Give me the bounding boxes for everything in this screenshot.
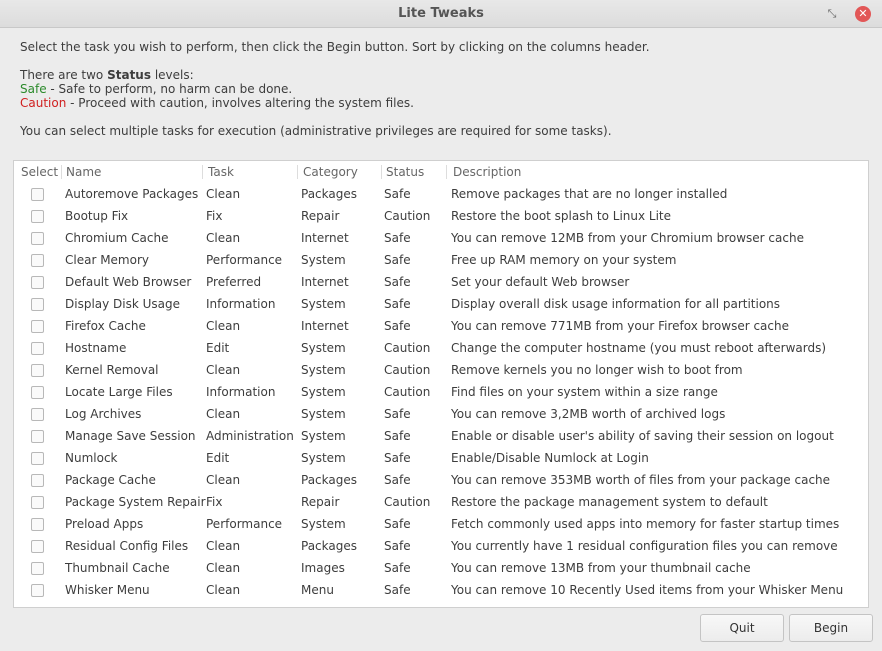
cell-category: Packages <box>301 473 357 487</box>
cell-status: Safe <box>384 407 411 421</box>
cell-status: Safe <box>384 319 411 333</box>
cell-task: Information <box>206 385 276 399</box>
cell-category: Internet <box>301 275 349 289</box>
cell-status: Safe <box>384 187 411 201</box>
safe-description: - Safe to perform, no harm can be done. <box>46 82 293 96</box>
cell-task: Clean <box>206 363 241 377</box>
cell-description: You can remove 13MB from your thumbnail cache <box>451 561 751 575</box>
cell-description: Restore the boot splash to Linux Lite <box>451 209 672 223</box>
task-table <box>13 160 869 608</box>
cell-description: Enable or disable user's ability of saving their session on logout <box>451 429 834 443</box>
cell-description: You can remove 771MB from your Firefox browser cache <box>451 319 789 333</box>
cell-task: Clean <box>206 561 241 575</box>
column-separator <box>297 165 298 179</box>
cell-category: System <box>301 451 346 465</box>
cell-description: You can remove 353MB worth of files from your package cache <box>451 473 831 487</box>
status-suffix: levels: <box>151 68 194 82</box>
cell-category: System <box>301 363 346 377</box>
cell-status: Safe <box>384 451 411 465</box>
cell-status: Safe <box>384 561 411 575</box>
cell-description: Free up RAM memory on your system <box>451 253 677 267</box>
cell-description: Set your default Web browser <box>451 275 630 289</box>
cell-description: You can remove 3,2MB worth of archived logs <box>451 407 726 421</box>
cell-description: You can remove 12MB from your Chromium browser cache <box>451 231 804 245</box>
cell-description: You currently have 1 residual configuration files you can remove <box>451 539 838 553</box>
select-checkbox[interactable] <box>31 386 44 399</box>
cell-category: Menu <box>301 583 334 597</box>
column-separator <box>61 165 62 179</box>
select-checkbox[interactable] <box>31 254 44 267</box>
cell-category: Internet <box>301 319 349 333</box>
select-checkbox[interactable] <box>31 584 44 597</box>
cell-status: Caution <box>384 209 431 223</box>
cell-status: Caution <box>384 385 431 399</box>
cell-name: Package Cache <box>65 473 156 487</box>
cell-status: Safe <box>384 429 411 443</box>
table-row[interactable] <box>14 315 868 337</box>
cell-description: Enable/Disable Numlock at Login <box>451 451 649 465</box>
caution-description: - Proceed with caution, involves altering the system files. <box>66 96 414 110</box>
column-separator <box>446 165 447 179</box>
cell-category: System <box>301 253 346 267</box>
begin-button[interactable]: Begin <box>789 614 873 642</box>
cell-description: Remove packages that are no longer installed <box>451 187 728 201</box>
cell-status: Safe <box>384 583 411 597</box>
cell-task: Preferred <box>206 275 262 289</box>
select-checkbox[interactable] <box>31 496 44 509</box>
cell-task: Clean <box>206 407 241 421</box>
cell-category: System <box>301 385 346 399</box>
cell-category: Repair <box>301 209 340 223</box>
column-header-select[interactable]: Select <box>21 165 59 179</box>
cell-status: Safe <box>384 231 411 245</box>
cell-name: Manage Save Session <box>65 429 196 443</box>
cell-category: Packages <box>301 539 357 553</box>
status-levels-line <box>20 68 194 82</box>
cell-status: Caution <box>384 495 431 509</box>
select-checkbox[interactable] <box>31 452 44 465</box>
select-checkbox[interactable] <box>31 540 44 553</box>
cell-status: Caution <box>384 363 431 377</box>
select-checkbox[interactable] <box>31 210 44 223</box>
cell-task: Clean <box>206 539 241 553</box>
select-checkbox[interactable] <box>31 188 44 201</box>
cell-task: Edit <box>206 451 230 465</box>
select-checkbox[interactable] <box>31 364 44 377</box>
cell-task: Clean <box>206 473 241 487</box>
caution-label: Caution <box>20 96 67 110</box>
cell-task: Administration <box>206 429 294 443</box>
cell-category: System <box>301 407 346 421</box>
cell-task: Clean <box>206 187 241 201</box>
table-row[interactable] <box>14 579 868 601</box>
cell-name: Residual Config Files <box>65 539 189 553</box>
column-header-task[interactable]: Task <box>208 165 234 179</box>
table-row[interactable] <box>14 293 868 315</box>
cell-status: Safe <box>384 473 411 487</box>
cell-description: Display overall disk usage information for all partitions <box>451 297 781 311</box>
cell-task: Performance <box>206 253 283 267</box>
table-row[interactable] <box>14 271 868 293</box>
select-checkbox[interactable] <box>31 474 44 487</box>
table-row[interactable] <box>14 381 868 403</box>
cell-task: Fix <box>206 209 223 223</box>
quit-button[interactable]: Quit <box>700 614 784 642</box>
column-header-category[interactable]: Category <box>303 165 358 179</box>
cell-description: Find files on your system within a size range <box>451 385 718 399</box>
select-checkbox[interactable] <box>31 518 44 531</box>
cell-task: Edit <box>206 341 230 355</box>
cell-category: System <box>301 297 346 311</box>
cell-task: Clean <box>206 583 241 597</box>
table-row[interactable] <box>14 425 868 447</box>
cell-status: Safe <box>384 253 411 267</box>
table-row[interactable] <box>14 249 868 271</box>
select-checkbox[interactable] <box>31 276 44 289</box>
cell-name: Log Archives <box>65 407 142 421</box>
cell-task: Clean <box>206 319 241 333</box>
cell-name: Locate Large Files <box>65 385 173 399</box>
table-row[interactable] <box>14 447 868 469</box>
cell-name: Autoremove Packages <box>65 187 199 201</box>
column-separator <box>202 165 203 179</box>
cell-name: Clear Memory <box>65 253 149 267</box>
table-row[interactable] <box>14 535 868 557</box>
table-row[interactable] <box>14 337 868 359</box>
select-checkbox[interactable] <box>31 320 44 333</box>
cell-category: System <box>301 517 346 531</box>
cell-category: System <box>301 341 346 355</box>
cell-name: Package System Repair <box>65 495 206 509</box>
column-header-description[interactable]: Description <box>453 165 522 179</box>
cell-category: Internet <box>301 231 349 245</box>
cell-description: Change the computer hostname (you must reboot afterwards) <box>451 341 827 355</box>
cell-description: Fetch commonly used apps into memory for faster startup times <box>451 517 840 531</box>
cell-category: Images <box>301 561 345 575</box>
multi-select-note: You can select multiple tasks for execution (administrative privileges are required for some tasks). <box>20 124 612 138</box>
cell-name: Display Disk Usage <box>65 297 181 311</box>
cell-name: Bootup Fix <box>65 209 129 223</box>
table-row[interactable] <box>14 557 868 579</box>
cell-status: Safe <box>384 517 411 531</box>
safe-line <box>20 82 292 96</box>
cell-name: Preload Apps <box>65 517 144 531</box>
cell-name: Chromium Cache <box>65 231 169 245</box>
select-checkbox[interactable] <box>31 430 44 443</box>
cell-description: Remove kernels you no longer wish to boot from <box>451 363 743 377</box>
cell-name: Numlock <box>65 451 118 465</box>
cell-category: System <box>301 429 346 443</box>
window-title: Lite Tweaks <box>398 6 484 21</box>
cell-status: Safe <box>384 275 411 289</box>
column-header-status[interactable]: Status <box>386 165 425 179</box>
cell-name: Whisker Menu <box>65 583 150 597</box>
cell-task: Performance <box>206 517 283 531</box>
cell-description: Restore the package management system to default <box>451 495 768 509</box>
cell-task: Clean <box>206 231 241 245</box>
cell-name: Kernel Removal <box>65 363 159 377</box>
cell-category: Packages <box>301 187 357 201</box>
table-header <box>14 161 868 183</box>
title-bar <box>0 0 882 28</box>
table-row[interactable] <box>14 513 868 535</box>
status-bold: Status <box>107 68 151 82</box>
table-row[interactable] <box>14 469 868 491</box>
cell-task: Fix <box>206 495 223 509</box>
table-row[interactable] <box>14 491 868 513</box>
maximize-icon[interactable]: ⤡ <box>827 7 837 20</box>
select-checkbox[interactable] <box>31 342 44 355</box>
cell-status: Safe <box>384 539 411 553</box>
cell-description: You can remove 10 Recently Used items from your Whisker Menu <box>451 583 844 597</box>
select-checkbox[interactable] <box>31 298 44 311</box>
status-prefix: There are two <box>20 68 108 82</box>
cell-name: Hostname <box>65 341 127 355</box>
table-row[interactable] <box>14 227 868 249</box>
caution-line <box>20 96 414 110</box>
cell-task: Information <box>206 297 276 311</box>
select-checkbox[interactable] <box>31 562 44 575</box>
select-checkbox[interactable] <box>31 408 44 421</box>
close-icon[interactable]: ✕ <box>855 6 871 22</box>
instructions-line: Select the task you wish to perform, then click the Begin button. Sort by clicking on the columns header. <box>20 40 650 54</box>
column-header-name[interactable]: Name <box>66 165 102 179</box>
table-row[interactable] <box>14 403 868 425</box>
table-row[interactable] <box>14 205 868 227</box>
cell-name: Default Web Browser <box>65 275 192 289</box>
safe-label: Safe <box>20 82 47 96</box>
cell-status: Safe <box>384 297 411 311</box>
select-checkbox[interactable] <box>31 232 44 245</box>
cell-name: Thumbnail Cache <box>65 561 170 575</box>
column-separator <box>381 165 382 179</box>
cell-category: Repair <box>301 495 340 509</box>
cell-status: Caution <box>384 341 431 355</box>
table-row[interactable] <box>14 359 868 381</box>
cell-name: Firefox Cache <box>65 319 146 333</box>
table-row[interactable] <box>14 183 868 205</box>
